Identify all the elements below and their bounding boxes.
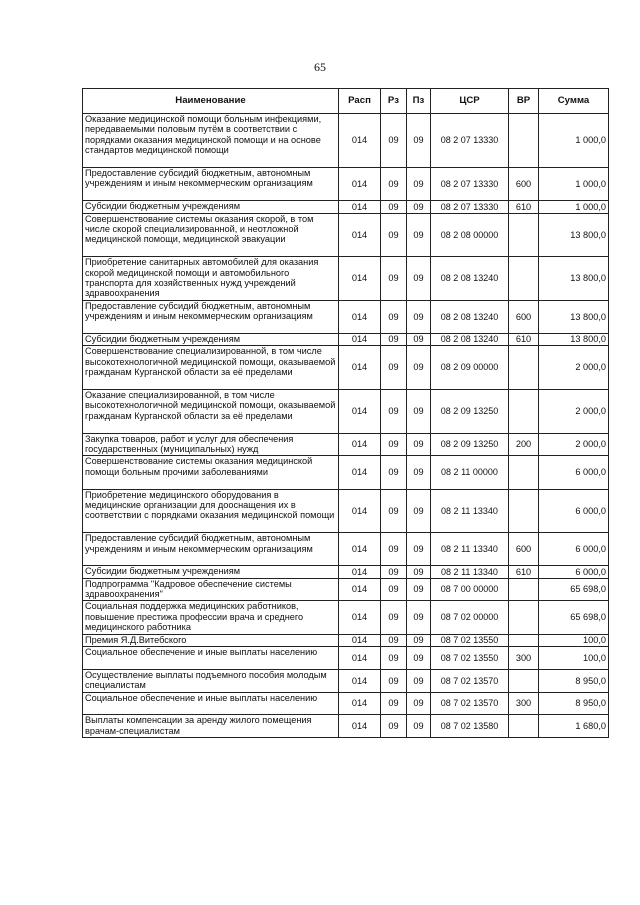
row-rasp: 014: [339, 213, 381, 257]
row-rasp: 014: [339, 601, 381, 634]
row-vr: 600: [509, 533, 539, 566]
row-sum: 1 000,0: [539, 114, 609, 168]
row-rz: 09: [381, 114, 407, 168]
row-rz: 09: [381, 346, 407, 390]
row-csr: 08 2 08 13240: [431, 257, 509, 301]
row-pz: 09: [407, 168, 431, 201]
row-vr: [509, 669, 539, 692]
row-rz: 09: [381, 634, 407, 646]
row-vr: [509, 634, 539, 646]
row-csr: 08 7 02 13550: [431, 647, 509, 670]
row-sum: 100,0: [539, 634, 609, 646]
row-vr: [509, 213, 539, 257]
row-name: Социальное обеспечение и иные выплаты населению: [83, 692, 339, 715]
row-sum: 1 680,0: [539, 715, 609, 738]
row-rasp: 014: [339, 533, 381, 566]
row-rz: 09: [381, 489, 407, 533]
row-sum: 1 000,0: [539, 201, 609, 213]
row-name: Приобретение медицинского оборудования в медицинские организации для дооснащения их в соответствии с порядками оказания медицинской помощи: [83, 489, 339, 533]
row-csr: 08 2 11 13340: [431, 489, 509, 533]
row-csr: 08 2 08 13240: [431, 300, 509, 333]
row-name: Субсидии бюджетным учреждениям: [83, 566, 339, 578]
row-rz: 09: [381, 647, 407, 670]
row-name: Совершенствование системы оказания медицинской помощи больным прочими заболеваниями: [83, 456, 339, 489]
row-name: Премия Я.Д.Витебского: [83, 634, 339, 646]
row-pz: 09: [407, 634, 431, 646]
row-pz: 09: [407, 114, 431, 168]
row-csr: 08 7 02 00000: [431, 601, 509, 634]
table-row: [83, 333, 609, 345]
row-pz: 09: [407, 257, 431, 301]
row-rz: 09: [381, 669, 407, 692]
row-vr: 300: [509, 692, 539, 715]
row-rasp: 014: [339, 333, 381, 345]
row-name: Приобретение санитарных автомобилей для оказания скорой медицинской помощи и автомобильного транспорта для хозяйственных нужд учреждений здравоохранения: [83, 257, 339, 301]
row-pz: 09: [407, 346, 431, 390]
row-rasp: 014: [339, 692, 381, 715]
table-row: [83, 168, 609, 201]
row-sum: 65 698,0: [539, 578, 609, 601]
table-row: [83, 647, 609, 670]
header-rasp: Расп: [339, 89, 381, 114]
row-rasp: 014: [339, 300, 381, 333]
row-rasp: 014: [339, 715, 381, 738]
table-row: [83, 433, 609, 456]
row-csr: 08 2 07 13330: [431, 114, 509, 168]
header-pz: Пз: [407, 89, 431, 114]
row-vr: [509, 114, 539, 168]
row-name: Закупка товаров, работ и услуг для обеспечения государственных (муниципальных) нужд: [83, 433, 339, 456]
row-csr: 08 2 09 13250: [431, 389, 509, 433]
table-row: [83, 346, 609, 390]
row-pz: 09: [407, 456, 431, 489]
row-rz: 09: [381, 300, 407, 333]
row-name: Оказание медицинской помощи больным инфекциями, передаваемыми половым путём в соответствии с порядками оказания медицинской помощи и на основе стандартов медицинской помощи: [83, 114, 339, 168]
table-row: [83, 201, 609, 213]
table-row: [83, 566, 609, 578]
header-csr: ЦСР: [431, 89, 509, 114]
row-pz: 09: [407, 389, 431, 433]
row-pz: 09: [407, 692, 431, 715]
table-row: [83, 213, 609, 257]
row-csr: 08 2 09 00000: [431, 346, 509, 390]
header-name: Наименование: [83, 89, 339, 114]
row-pz: 09: [407, 300, 431, 333]
row-sum: 2 000,0: [539, 346, 609, 390]
row-name: Социальное обеспечение и иные выплаты населению: [83, 647, 339, 670]
row-vr: 200: [509, 433, 539, 456]
table-row: [83, 533, 609, 566]
table-row: [83, 715, 609, 738]
row-rasp: 014: [339, 647, 381, 670]
row-sum: 1 000,0: [539, 168, 609, 201]
table-row: [83, 456, 609, 489]
row-sum: 8 950,0: [539, 669, 609, 692]
row-rasp: 014: [339, 489, 381, 533]
row-vr: [509, 456, 539, 489]
row-rasp: 014: [339, 669, 381, 692]
row-csr: 08 7 00 00000: [431, 578, 509, 601]
row-vr: 610: [509, 201, 539, 213]
row-rz: 09: [381, 257, 407, 301]
table-row: [83, 669, 609, 692]
row-pz: 09: [407, 601, 431, 634]
row-csr: 08 2 08 13240: [431, 333, 509, 345]
header-rz: Рз: [381, 89, 407, 114]
row-sum: 100,0: [539, 647, 609, 670]
header-sum: Сумма: [539, 89, 609, 114]
table-body: [83, 114, 609, 738]
row-rz: 09: [381, 213, 407, 257]
row-vr: [509, 601, 539, 634]
budget-table: [82, 88, 609, 738]
row-rz: 09: [381, 566, 407, 578]
row-vr: [509, 578, 539, 601]
row-name: Предоставление субсидий бюджетным, автономным учреждениям и иным некоммерческим организациям: [83, 168, 339, 201]
row-rz: 09: [381, 168, 407, 201]
row-vr: [509, 489, 539, 533]
row-sum: 13 800,0: [539, 333, 609, 345]
row-vr: [509, 346, 539, 390]
row-rz: 09: [381, 578, 407, 601]
row-sum: 13 800,0: [539, 300, 609, 333]
row-rz: 09: [381, 389, 407, 433]
row-sum: 6 000,0: [539, 566, 609, 578]
row-pz: 09: [407, 533, 431, 566]
row-rz: 09: [381, 533, 407, 566]
row-name: Субсидии бюджетным учреждениям: [83, 333, 339, 345]
row-csr: 08 2 08 00000: [431, 213, 509, 257]
row-sum: 65 698,0: [539, 601, 609, 634]
row-name: Предоставление субсидий бюджетным, автономным учреждениям и иным некоммерческим организациям: [83, 300, 339, 333]
row-csr: 08 7 02 13580: [431, 715, 509, 738]
row-name: Субсидии бюджетным учреждениям: [83, 201, 339, 213]
row-csr: 08 2 07 13330: [431, 168, 509, 201]
row-vr: 600: [509, 168, 539, 201]
row-csr: 08 7 02 13570: [431, 692, 509, 715]
row-csr: 08 7 02 13550: [431, 634, 509, 646]
row-rasp: 014: [339, 114, 381, 168]
row-sum: 6 000,0: [539, 456, 609, 489]
row-rasp: 014: [339, 433, 381, 456]
row-rasp: 014: [339, 168, 381, 201]
row-rz: 09: [381, 601, 407, 634]
row-rz: 09: [381, 692, 407, 715]
row-pz: 09: [407, 647, 431, 670]
row-pz: 09: [407, 578, 431, 601]
row-vr: 610: [509, 566, 539, 578]
row-name: Социальная поддержка медицинских работников, повышение престижа профессии врача и среднего медицинского работника: [83, 601, 339, 634]
table-row: [83, 601, 609, 634]
page-number: 65: [314, 60, 326, 74]
row-pz: 09: [407, 669, 431, 692]
row-rasp: 014: [339, 566, 381, 578]
row-vr: 600: [509, 300, 539, 333]
row-pz: 09: [407, 213, 431, 257]
row-csr: 08 2 09 13250: [431, 433, 509, 456]
row-name: Выплаты компенсации за аренду жилого помещения врачам-специалистам: [83, 715, 339, 738]
row-rasp: 014: [339, 257, 381, 301]
row-name: Совершенствование специализированной, в том числе высокотехнологичной медицинской помощи, оказываемой гражданам Курганской области за её пределами: [83, 346, 339, 390]
table-row: [83, 634, 609, 646]
row-vr: [509, 715, 539, 738]
header-vr: ВР: [509, 89, 539, 114]
row-sum: 6 000,0: [539, 489, 609, 533]
row-pz: 09: [407, 566, 431, 578]
row-csr: 08 2 11 13340: [431, 566, 509, 578]
row-sum: 8 950,0: [539, 692, 609, 715]
row-name: Подпрограмма "Кадровое обеспечение системы здравоохранения": [83, 578, 339, 601]
table-row: [83, 389, 609, 433]
row-pz: 09: [407, 201, 431, 213]
table-row: [83, 300, 609, 333]
row-name: Совершенствование системы оказания скорой, в том числе скорой специализированной, и неотложной медицинской помощи, медицинской эвакуации: [83, 213, 339, 257]
row-rz: 09: [381, 333, 407, 345]
row-name: Осуществление выплаты подъемного пособия молодым специалистам: [83, 669, 339, 692]
row-vr: [509, 257, 539, 301]
row-csr: 08 2 11 13340: [431, 533, 509, 566]
row-csr: 08 7 02 13570: [431, 669, 509, 692]
row-rasp: 014: [339, 201, 381, 213]
row-rz: 09: [381, 201, 407, 213]
row-rasp: 014: [339, 389, 381, 433]
row-rz: 09: [381, 456, 407, 489]
row-sum: 2 000,0: [539, 433, 609, 456]
row-pz: 09: [407, 489, 431, 533]
row-rasp: 014: [339, 456, 381, 489]
row-rz: 09: [381, 715, 407, 738]
row-vr: [509, 389, 539, 433]
table-header-row: [83, 89, 609, 114]
row-rz: 09: [381, 433, 407, 456]
row-csr: 08 2 11 00000: [431, 456, 509, 489]
row-sum: 13 800,0: [539, 257, 609, 301]
row-sum: 13 800,0: [539, 213, 609, 257]
row-pz: 09: [407, 333, 431, 345]
row-rasp: 014: [339, 578, 381, 601]
row-rasp: 014: [339, 346, 381, 390]
row-pz: 09: [407, 715, 431, 738]
table-row: [83, 114, 609, 168]
row-sum: 6 000,0: [539, 533, 609, 566]
row-name: Оказание специализированной, в том числе высокотехнологичной медицинской помощи, оказываемой гражданам Курганской области за её пределами: [83, 389, 339, 433]
row-vr: 610: [509, 333, 539, 345]
row-name: Предоставление субсидий бюджетным, автономным учреждениям и иным некоммерческим организациям: [83, 533, 339, 566]
row-rasp: 014: [339, 634, 381, 646]
row-vr: 300: [509, 647, 539, 670]
row-csr: 08 2 07 13330: [431, 201, 509, 213]
table-row: [83, 257, 609, 301]
table-row: [83, 578, 609, 601]
table-row: [83, 692, 609, 715]
table-row: [83, 489, 609, 533]
row-pz: 09: [407, 433, 431, 456]
row-sum: 2 000,0: [539, 389, 609, 433]
